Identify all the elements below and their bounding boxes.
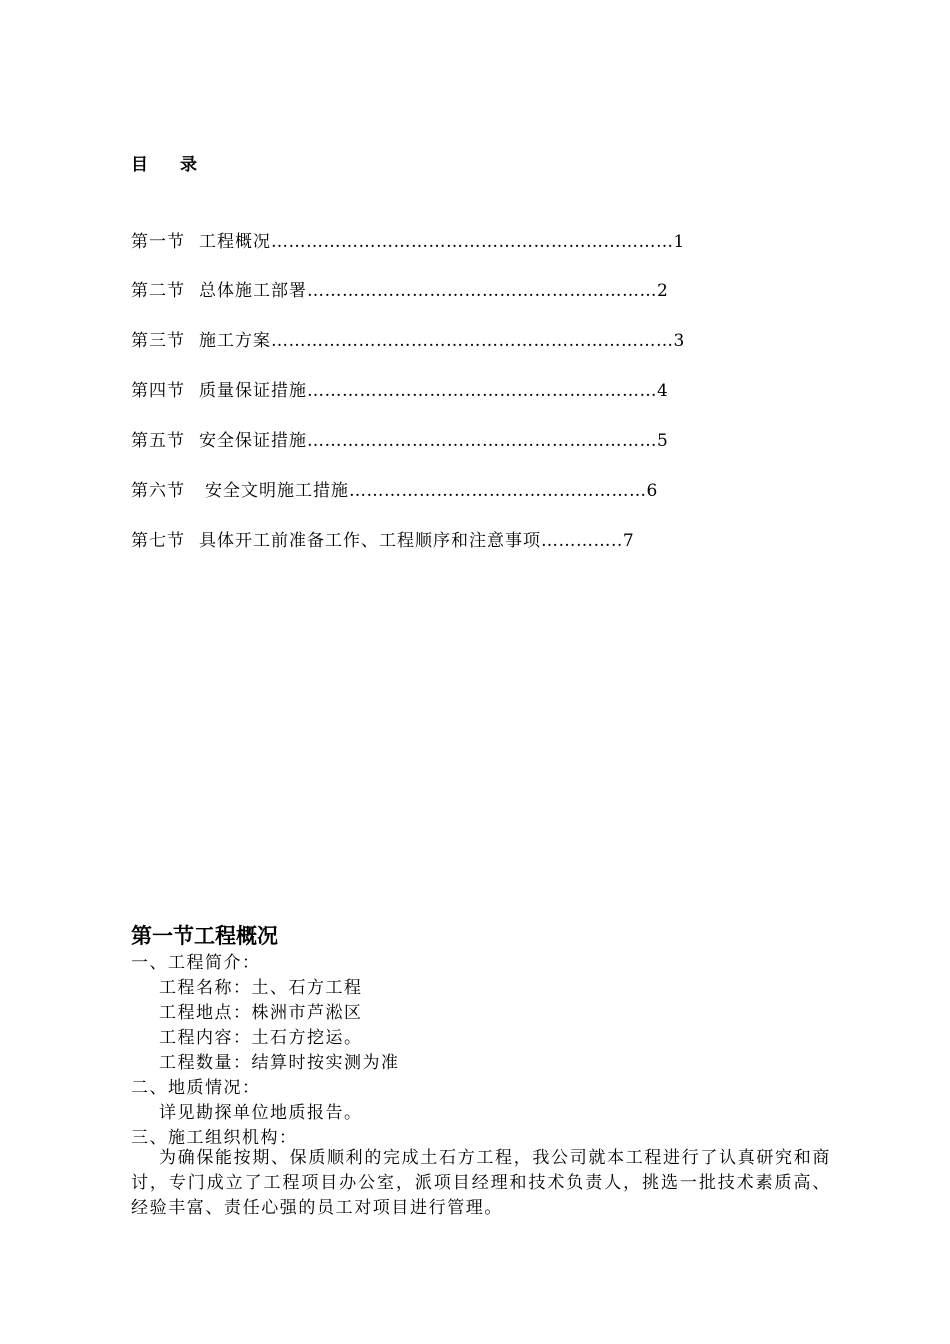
toc-entry-5[interactable] bbox=[131, 426, 669, 451]
toc-section-name: 质量保证措施 bbox=[199, 381, 307, 401]
intro-heading: 一、工程简介： bbox=[131, 953, 261, 973]
org-paragraph: 为确保能按期、保质顺利的完成土石方工程，我公司就本工程进行了认真研究和商讨，专门成立了工程项目办公室，派项目经理和技术负责人，挑选一批技术素质高、经验丰富、责任心强的员工对项目进行管理。 bbox=[131, 1148, 831, 1218]
toc-page-number: 3 bbox=[673, 331, 686, 351]
section-heading: 第一节工程概况 bbox=[131, 923, 278, 948]
toc-page-number: 1 bbox=[673, 232, 686, 252]
toc-section-name: 安全保证措施 bbox=[199, 431, 307, 451]
project-quantity-line: 工程数量：结算时按实测为准 bbox=[159, 1053, 400, 1073]
toc-section-name: 施工方案 bbox=[199, 331, 271, 351]
toc-section-label: 第六节 bbox=[131, 481, 185, 501]
toc-section-label: 第四节 bbox=[131, 381, 185, 401]
toc-page-number: 6 bbox=[646, 481, 659, 501]
project-location-line: 工程地点：株洲市芦淞区 bbox=[159, 1003, 363, 1023]
geology-text: 详见勘探单位地质报告。 bbox=[159, 1103, 363, 1123]
project-name-line: 工程名称：土、石方工程 bbox=[159, 978, 363, 998]
toc-section-label: 第五节 bbox=[131, 431, 185, 451]
toc-page-number: 7 bbox=[622, 531, 635, 551]
toc-entry-6[interactable] bbox=[131, 476, 658, 501]
toc-page-number: 5 bbox=[657, 431, 669, 451]
toc-section-name: 安全文明施工措施 bbox=[205, 481, 349, 501]
toc-leader-dots: …………………………………………………………… bbox=[271, 331, 674, 351]
toc-leader-dots: …………………………………………………… bbox=[307, 381, 657, 401]
project-content-line: 工程内容：土石方挖运。 bbox=[159, 1028, 363, 1048]
toc-entry-7[interactable] bbox=[131, 526, 635, 551]
toc-entry-2[interactable] bbox=[131, 276, 669, 301]
toc-leader-dots: …………………………………………………………… bbox=[271, 232, 674, 252]
toc-section-label: 第二节 bbox=[131, 281, 185, 301]
toc-title: 目 录 bbox=[131, 155, 199, 175]
toc-leader-dots: …………………………………………… bbox=[349, 481, 647, 501]
toc-section-label: 第三节 bbox=[131, 331, 185, 351]
toc-leader-dots: ………….. bbox=[541, 531, 623, 551]
toc-entry-3[interactable] bbox=[131, 326, 685, 351]
toc-section-label: 第七节 bbox=[131, 531, 185, 551]
toc-leader-dots: …………………………………………………… bbox=[307, 281, 657, 301]
toc-page-number: 2 bbox=[657, 281, 669, 301]
toc-entry-1[interactable] bbox=[131, 227, 685, 252]
toc-section-label: 第一节 bbox=[131, 232, 185, 252]
org-heading: 三、施工组织机构： bbox=[131, 1128, 298, 1148]
toc-section-name: 具体开工前准备工作、工程顺序和注意事项 bbox=[199, 531, 541, 551]
toc-section-name: 工程概况 bbox=[199, 232, 271, 252]
toc-entry-4[interactable] bbox=[131, 376, 669, 401]
toc-leader-dots: …………………………………………………… bbox=[307, 431, 657, 451]
toc-page-number: 4 bbox=[657, 381, 669, 401]
geology-heading: 二、地质情况： bbox=[131, 1078, 261, 1098]
toc-section-name: 总体施工部署 bbox=[199, 281, 307, 301]
